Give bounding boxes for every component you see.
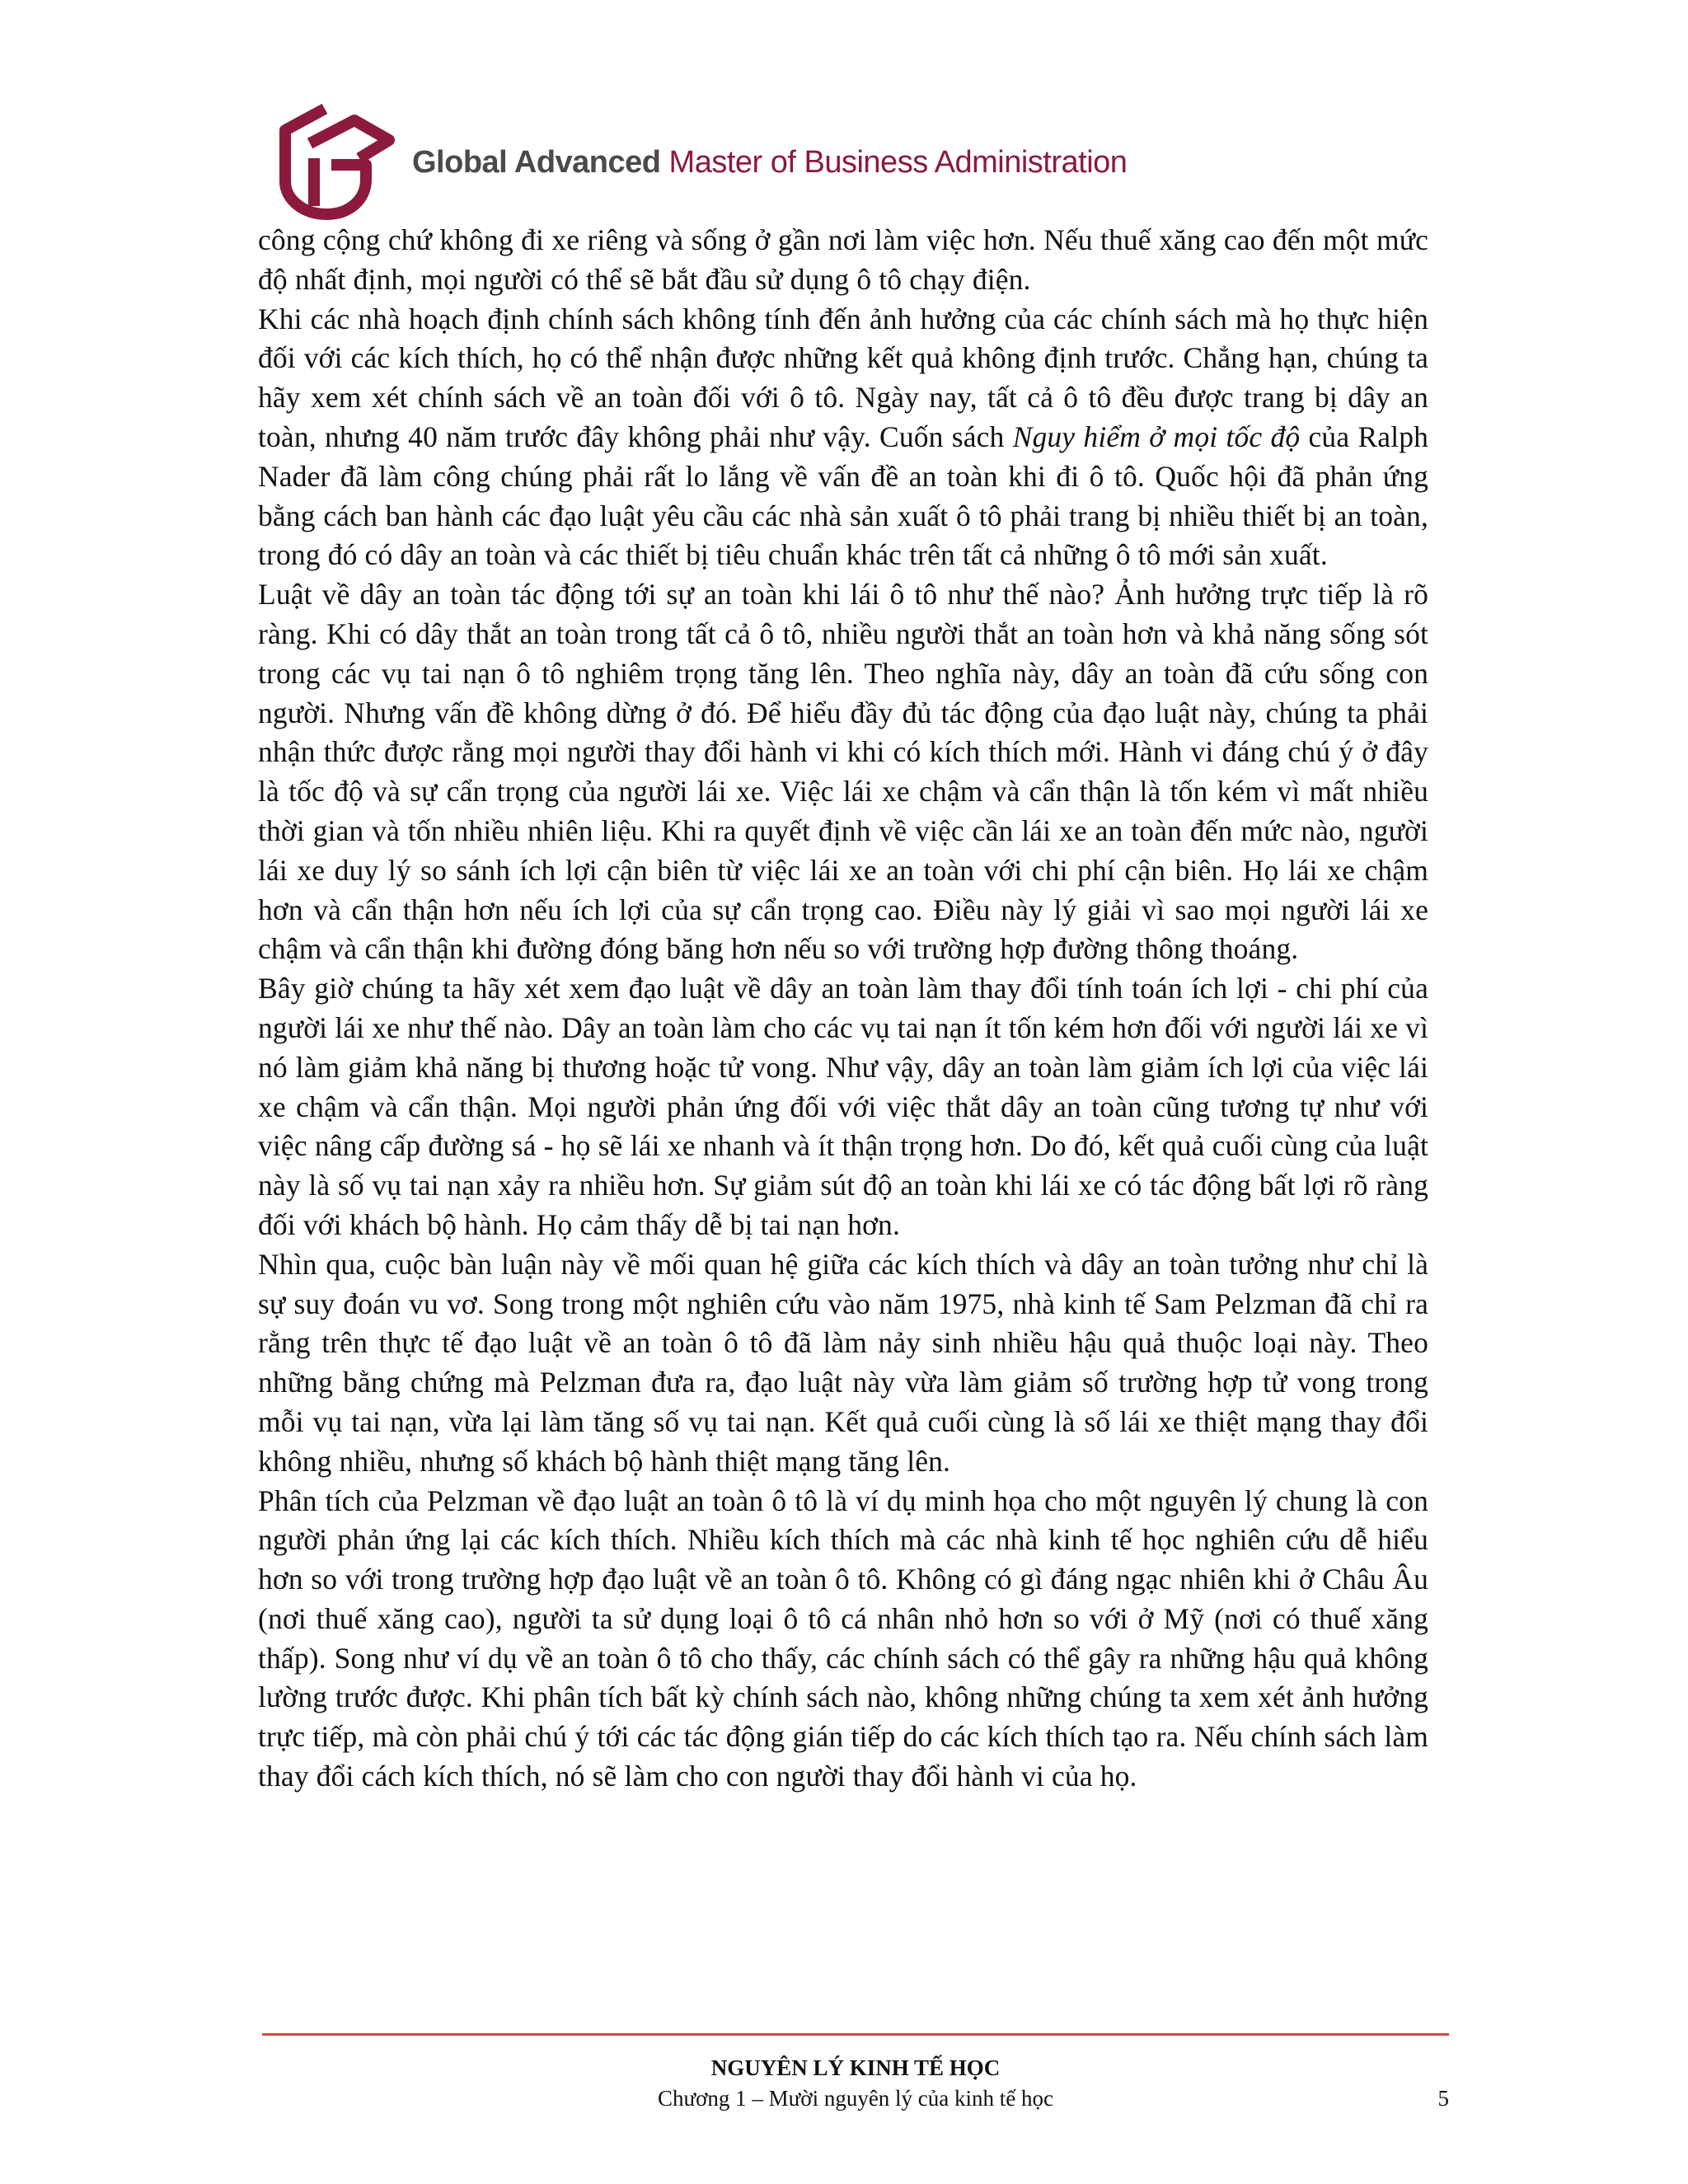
body-text xyxy=(258,221,1428,1797)
page-header xyxy=(274,97,1128,221)
footer-title: NGUYÊN LÝ KINH TẾ HỌC xyxy=(710,2055,1001,2080)
logo-wordmark-bold: Global Advanced xyxy=(412,145,661,180)
logo-wordmark-rest: Master of Business Administration xyxy=(660,145,1128,180)
paragraph-1: công cộng chứ không đi xe riêng và sống ở gần nơi làm việc hơn. Nếu thuế xăng cao đến một mức độ nhất định, mọi người có thể sẽ bắt đầu sử dụng ô tô chạy điện. xyxy=(258,223,1428,296)
paragraph-2-text-a: Khi các nhà hoạch định chính sách không tính đến ảnh hưởng của các chính sách mà họ thực hiện đối với các kích thích, họ có thể nhận được những kết quả không định trước. Chẳng hạn, chúng ta hãy xem xét chính sách về an toàn đối với ô tô. Ngày nay, tất cả ô tô đều được trang bị dây an toàn, nhưng 40 năm trước đây không phải như vậy. Cuốn sách xyxy=(258,302,1428,453)
paragraph-2-text-b: của Ralph Nader đã làm công chúng phải rất lo lắng về vấn đề an toàn khi đi ô tô. Quốc hội đã phản ứng bằng cách ban hành các đạo luật yêu cầu các nhà sản xuất ô tô phải trang bị nhiều thiết bị an toàn, trong đó có dây an toàn và các thiết bị tiêu chuẩn khác trên tất cả những ô tô mới sản xuất. xyxy=(258,419,1429,572)
footer-divider xyxy=(262,2033,1449,2036)
footer-chapter: Chương 1 – Mười nguyên lý của kinh tế học xyxy=(657,2086,1053,2111)
paragraph-2 xyxy=(258,300,1428,576)
logo-wordmark xyxy=(412,147,1127,178)
page-number: 5 xyxy=(1437,2086,1449,2111)
paragraph-5: Nhìn qua, cuộc bàn luận này về mối quan hệ giữa các kích thích và dây an toàn tưởng như chỉ là sự suy đoán vu vơ. Song trong một nghiên cứu vào năm 1975, nhà kinh tế Sam Pelzman đã chỉ ra rằng trên thực tế đạo luật về an toàn ô tô đã làm nảy sinh nhiều hậu quả thuộc loại này. Theo những bằng chứng mà Pelzman đưa ra, đạo luật này vừa làm giảm số trường hợp tử vong trong mỗi vụ tai nạn, vừa lại làm tăng số vụ tai nạn. Kết quả cuối cùng là số lái xe thiệt mạng thay đổi không nhiều, nhưng số khách bộ hành thiệt mạng tăng lên. xyxy=(258,1247,1428,1478)
paragraph-6: Phân tích của Pelzman về đạo luật an toàn ô tô là ví dụ minh họa cho một nguyên lý chung là con người phản ứng lại các kích thích. Nhiều kích thích mà các nhà kinh tế học nghiên cứu dễ hiểu hơn so với trong trường hợp đạo luật về an toàn ô tô. Không có gì đáng ngạc nhiên khi ở Châu Âu (nơi thuế xăng cao), người ta sử dụng loại ô tô cá nhân nhỏ hơn so với ở Mỹ (nơi có thuế xăng thấp). Song như ví dụ về an toàn ô tô cho thấy, các chính sách có thể gây ra những hậu quả không lường trước được. Khi phân tích bất kỳ chính sách nào, không những chúng ta xem xét ảnh hưởng trực tiếp, mà còn phải chú ý tới các tác động gián tiếp do các kích thích tạo ra. Nếu chính sách làm thay đổi cách kích thích, nó sẽ làm cho con người thay đổi hành vi của họ. xyxy=(258,1483,1428,1793)
paragraph-4: Bây giờ chúng ta hãy xét xem đạo luật về dây an toàn làm thay đổi tính toán ích lợi - chi phí của người lái xe như thế nào. Dây an toàn làm cho các vụ tai nạn ít tốn kém hơn đối với người lái xe vì nó làm giảm khả năng bị thương hoặc tử vong. Như vậy, dây an toàn làm giảm ích lợi của việc lái xe chậm và cẩn thận. Mọi người phản ứng đối với việc thắt dây an toàn cũng tương tự như với việc nâng cấp đường sá - họ sẽ lái xe nhanh và ít thận trọng hơn. Do đó, kết quả cuối cùng của luật này là số vụ tai nạn xảy ra nhiều hơn. Sự giảm sút độ an toàn khi lái xe có tác động bất lợi rõ ràng đối với khách bộ hành. Họ cảm thấy dễ bị tai nạn hơn. xyxy=(258,972,1428,1241)
paragraph-3: Luật về dây an toàn tác động tới sự an toàn khi lái ô tô như thế nào? Ảnh hưởng trực tiếp là rõ ràng. Khi có dây thắt an toàn trong tất cả ô tô, nhiều người thắt an toàn hơn và khả năng sống sót trong các vụ tai nạn ô tô nghiêm trọng tăng lên. Theo nghĩa này, dây an toàn đã cứu sống con người. Nhưng vấn đề không dừng ở đó. Để hiểu đầy đủ tác động của đạo luật này, chúng ta phải nhận thức được rằng mọi người thay đổi hành vi khi có kích thích mới. Hành vi đáng chú ý ở đây là tốc độ và sự cẩn trọng của người lái xe. Việc lái xe chậm và cẩn thận là tốn kém vì mất nhiều thời gian và tốn nhiều nhiên liệu. Khi ra quyết định về việc cần lái xe an toàn đến mức nào, người lái xe duy lý so sánh ích lợi cận biên từ việc lái xe an toàn với chi phí cận biên. Họ lái xe chậm hơn và cẩn thận hơn nếu ích lợi của sự cẩn trọng cao. Điều này lý giải vì sao mọi người lái xe chậm và cẩn thận khi đường đóng băng hơn nếu so với trường hợp đường thông thoáng. xyxy=(258,578,1428,966)
gamba-logo-icon xyxy=(274,97,397,221)
book-title: Nguy hiểm ở mọi tốc độ xyxy=(1012,419,1301,453)
